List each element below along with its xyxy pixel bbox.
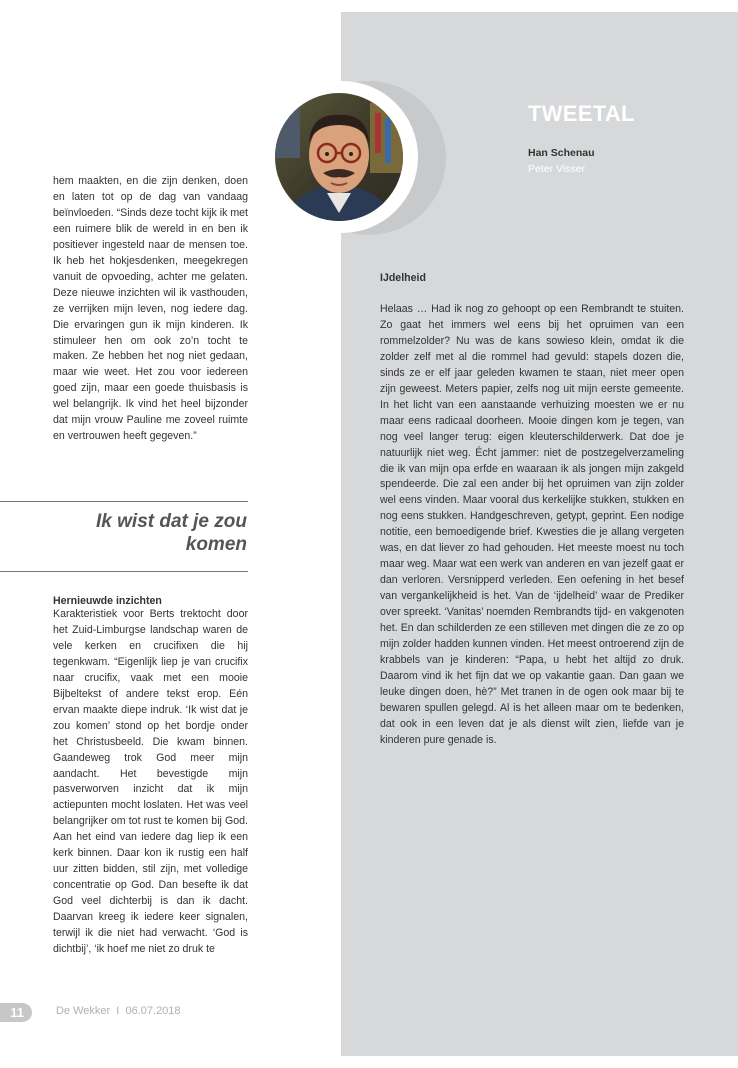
quote-rule-top <box>0 501 248 502</box>
right-column-body: Helaas … Had ik nog zo gehoopt op een Rembrandt te stuiten. Zo gaat het immers wel eens bij het opruimen van een rommelzolder? Nu was de kans sowieso klein, omdat ik die zolder zelf met al die rommel had gevuld: stapels dozen die, sinds ze er elf jaar geleden kwamen te staan, niet meer open zijn geweest. Meters papier, zelfs nog uit mijn eerste gemeente. In het licht van een aanstaande verhuizing moesten we er nu maar eens radicaal doorheen. Mooie dingen kom je tegen, van nog veel langer terug: eigen kleuterschilderwerk. Dat doe je natuurlijk niet weg. Écht jammer: niet de postzegelverzameling die ik van mijn opa erfde en waaraan ik als jongen mijn zakgeld spendeerde. Die zal een ander bij het opruimen van zijn zolder wel eens vinden. Maar vooral dus kerkelijke stukken, stukken en nog eens stukken. Handgeschreven, getypt, geprint. Een nodige notitie, een bemoedigende brief. Kwesties die je allang vergeten was, en dat liever zo had gehouden. Het meeste moest nu toch maar weg. Maar wat een werk van anderen en van jezelf gaat er dan verloren. Versnipperd verleden. Een oefening in het besef van vergankelijkheid is het. Van de ‘ijdelheid’ waar de Prediker over spreekt. ‘Vanitas’ noemden Rembrandts tijd- en vakgenoten het. En dan schilderden ze een stilleven met dingen die ze zo op mijn zolder hadden kunnen vinden. Het meest ontroerend zijn de krabbels van je kinderen: “Papa, u hebt het altijd zo druk. Daarom vind ik het fijn dat we op vakantie gaan. Dan gaan we leuke dingen doen, hè?” Met tranen in de ogen ook maar bij te bewaren spullen gelegd. Al is het alleen maar om te bedenken, dat ook in een leven dat je als dienst wilt zien, liefde van je kinderen pure genade is. <box>380 303 684 746</box>
author-name: Han Schenau <box>528 147 595 159</box>
subheading: Hernieuwde inzichten <box>53 595 162 607</box>
photographer-name: Peter Visser <box>528 163 585 175</box>
quote-rule-bottom <box>0 571 248 572</box>
author-portrait <box>275 93 403 221</box>
page-number: 11 <box>10 1005 24 1020</box>
left-paragraph-2: Karakteristiek voor Berts trektocht door het Zuid-Limburgse landschap waren de vele kerken en crucifixen die hij tegenkwam. “Eigenlijk liep je van crucifix naar crucifix, vaak met een mooie Bijbeltekst of andere tekst erop. Eén ervan maakte diepe indruk. ‘Ik wist dat je zou komen’ stond op het bordje onder het Christusbeeld. Die kwam binnen. Gaandeweg trok God meer mijn aandacht. Het bevestigde mijn pasverworven inzicht dat ik mijn actiepunten mocht loslaten. Het was veel belangrijker om tot rust te komen bij God. Aan het eind van iedere dag liep ik een kerk binnen. Daar kon ik rustig een half uur zitten bidden, stil zijn, met volledige concentratie op God. Dan besefte ik dat God veel dichterbij is dan ik dacht. Daarvan kreeg ik iedere keer signalen, terwijl ik die niet had verwacht. ‘God is dichtbij’, ‘ik hoef me niet zo druk te <box>53 608 248 956</box>
page-number-badge <box>0 1003 32 1022</box>
section-title: TWEETAL <box>528 101 635 126</box>
publication-footer: De Wekker I 06.07.2018 <box>56 1005 181 1017</box>
left-paragraph-1: hem maakten, en die zijn denken, doen en laten tot op de dag van vandaag beïnvloeden. “Sinds deze tocht kijk ik met een ruimere blik de wereld in en ben ik positiever ingesteld naar de mensen toe. Ik heb het hokjesdenken, meegekregen vanuit de opvoeding, achter me gelaten. Deze nieuwe inzichten wil ik vasthouden, ze verrijken mijn leven, nog iedere dag. Die ervaringen gun ik mijn kinderen. Ik stimuleer hen om ook zo’n tocht te maken. Ze hebben het nog niet gedaan, maar wie weet. Het zou voor iedereen goed zijn, maar een goede thuisbasis is wel belangrijk. Ik vind het heel bijzonder dat mijn vrouw Pauline me zoveel ruimte en vertrouwen heeft gegeven.” <box>53 175 248 443</box>
column-heading: IJdelheid <box>380 272 426 284</box>
pull-quote: Ik wist dat je zou komen <box>96 511 247 555</box>
